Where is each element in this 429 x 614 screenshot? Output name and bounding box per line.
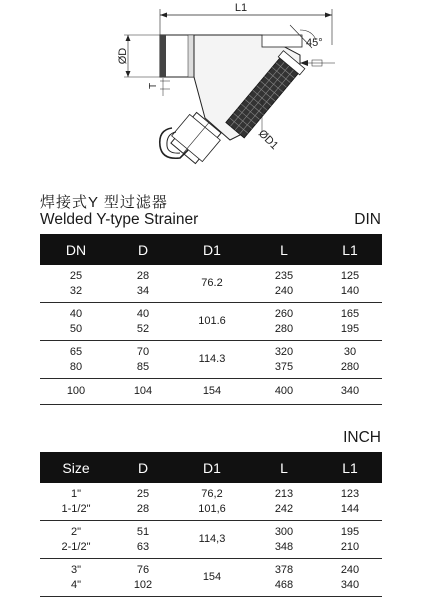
cell-l1: 340	[340, 578, 360, 591]
cell-l1: 144	[340, 502, 360, 515]
cell-l: 235	[274, 269, 294, 282]
inch-row	[40, 483, 382, 521]
cell-l1: 280	[340, 360, 360, 373]
cell-dn: 25	[69, 269, 83, 282]
din-header-row	[40, 234, 382, 265]
cell-d: 34	[136, 284, 150, 297]
cell-dn: 32	[69, 284, 83, 297]
din-row	[40, 265, 382, 303]
din-header-l1: L1	[318, 234, 382, 265]
cell-l: 378	[274, 563, 294, 576]
cell-l: 240	[274, 284, 294, 297]
inch-header-row	[40, 452, 382, 483]
flow-arrow-icon	[300, 60, 308, 66]
cell-dn: 80	[69, 360, 83, 373]
cell-l1: 195	[340, 322, 360, 335]
din-header-l: L	[250, 234, 318, 265]
cell-size: 1-1/2"	[61, 502, 91, 515]
inch-header-l1: L1	[318, 452, 382, 483]
inch-row	[40, 559, 382, 597]
cell-l1: 125	[340, 269, 360, 282]
angle-label: 45°	[306, 37, 323, 49]
din-row	[40, 303, 382, 341]
d-label: ØD	[117, 47, 129, 65]
cell-l1: 340	[318, 379, 382, 405]
din-standard-label: DIN	[354, 211, 381, 228]
cell-l: 468	[274, 578, 294, 591]
cell-d1: 76,2	[201, 487, 223, 500]
cell-dn: 50	[69, 322, 83, 335]
cell-d: 28	[136, 269, 150, 282]
d1-label: ØD1	[255, 127, 281, 153]
cell-d: 104	[112, 379, 174, 405]
cell-d1: 114,3	[174, 521, 250, 559]
inch-header-l: L	[250, 452, 318, 483]
strainer-drawing	[0, 0, 429, 185]
inch-standard-label: INCH	[343, 429, 381, 446]
cell-d1: 114.3	[174, 341, 250, 379]
t-label: T	[148, 82, 159, 89]
cell-l: 300	[274, 525, 294, 538]
cell-l1: 210	[340, 540, 360, 553]
cell-d1: 101,6	[198, 502, 226, 515]
cell-l: 375	[274, 360, 294, 373]
cell-size: 2"	[70, 525, 82, 538]
cell-d: 102	[133, 578, 153, 591]
din-header-d1: D1	[174, 234, 250, 265]
cell-d: 63	[136, 540, 150, 553]
cell-size: 3"	[70, 563, 82, 576]
cell-l1: 195	[340, 525, 360, 538]
cell-l1: 240	[340, 563, 360, 576]
title-english: Welded Y-type Strainer	[40, 211, 199, 228]
inch-header-d1: D1	[174, 452, 250, 483]
inch-header-d: D	[112, 452, 174, 483]
cell-l: 348	[274, 540, 294, 553]
cell-d1: 154	[174, 559, 250, 597]
inch-table	[40, 452, 382, 597]
cell-d: 25	[136, 487, 150, 500]
cell-d1: 154	[174, 379, 250, 405]
cell-d: 85	[136, 360, 150, 373]
din-row	[40, 341, 382, 379]
din-header-d: D	[112, 234, 174, 265]
cell-l: 213	[274, 487, 294, 500]
cell-dn: 40	[69, 307, 83, 320]
inch-header-size: Size	[40, 452, 112, 483]
weld-end	[160, 35, 166, 77]
cell-l1: 30	[343, 345, 357, 358]
cell-l1: 140	[340, 284, 360, 297]
cell-d: 52	[136, 322, 150, 335]
cell-dn: 65	[69, 345, 83, 358]
cell-l: 260	[274, 307, 294, 320]
din-header-dn: DN	[40, 234, 112, 265]
cell-l: 320	[274, 345, 294, 358]
cell-d1: 101.6	[174, 303, 250, 341]
cell-size: 4"	[70, 578, 82, 591]
cell-d: 76	[136, 563, 150, 576]
cell-dn: 100	[40, 379, 112, 405]
cell-l: 280	[274, 322, 294, 335]
cell-size: 1"	[70, 487, 82, 500]
title-chinese: 焊接式Y 型过滤器	[40, 194, 168, 211]
cell-size: 2-1/2"	[61, 540, 91, 553]
cell-d: 40	[136, 307, 150, 320]
din-table	[40, 234, 382, 405]
inch-row	[40, 521, 382, 559]
cell-l1: 165	[340, 307, 360, 320]
cell-d1: 76.2	[174, 265, 250, 303]
cell-l: 400	[250, 379, 318, 405]
cell-d: 70	[136, 345, 150, 358]
cell-d: 51	[136, 525, 150, 538]
cell-d: 28	[136, 502, 150, 515]
cell-l: 242	[274, 502, 294, 515]
cell-l1: 123	[340, 487, 360, 500]
l1-label: L1	[234, 2, 248, 14]
din-row	[40, 379, 382, 405]
